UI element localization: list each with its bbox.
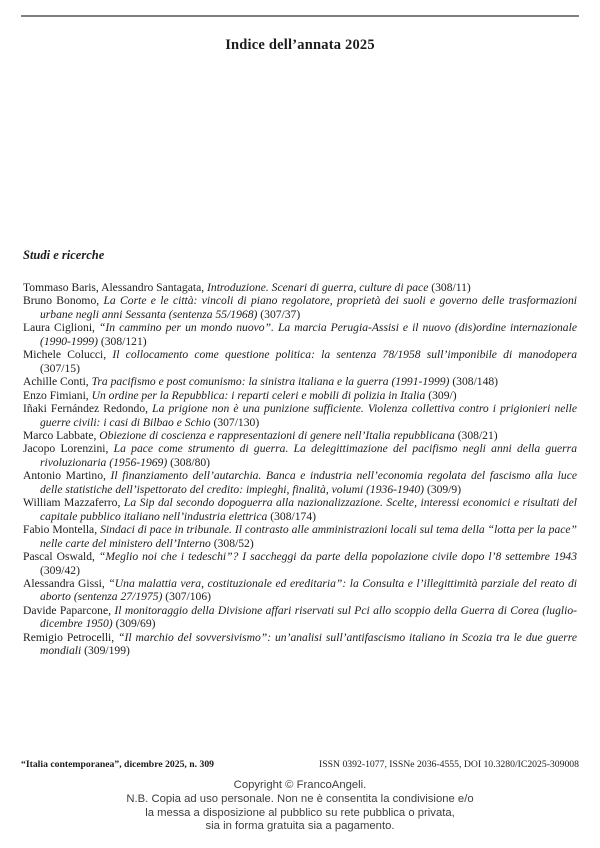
entry-title: “Una malattia vera, costituzionale ed ereditaria”: la Consulta e l’illegittimità parziale del reato di aborto (sentenza 27/1975) <box>40 576 577 604</box>
copyright-line: N.B. Copia ad uso personale. Non ne è consentita la condivisione e/o <box>126 792 474 805</box>
entry-authors: Alessandra Gissi, <box>23 576 105 590</box>
entry-title: “Meglio noi che i tedeschi”? I saccheggi da parte della popolazione civile dopo l’8 settembre 1943 <box>98 550 578 564</box>
entry-title: Sindaci di pace in tribunale. Il contrasto alle amministrazioni locali sul tema della “lotta per la pace” nelle carte del ministero dell’Interno <box>40 523 577 550</box>
copyright-notice <box>0 779 600 834</box>
entry-authors: Michele Colucci, <box>23 348 107 362</box>
copyright-line: Copyright © FrancoAngeli. <box>233 779 367 791</box>
entry-reference: (307/106) <box>165 590 212 604</box>
index-entry <box>23 631 577 658</box>
entry-title: La Sip dal secondo dopoguerra alla nazionalizzazione. Scelte, interessi economici e risultati del capitale pubblico italiano nell’industria elettrica <box>40 496 578 523</box>
index-entry <box>23 389 577 402</box>
section-heading: Studi e ricerche <box>23 248 105 262</box>
index-entry <box>23 281 577 294</box>
index-entry <box>23 294 577 321</box>
journal-name-issue: “Italia contemporanea”, dicembre 2025, n. 309 <box>21 759 215 770</box>
copyright-line: la messa a disposizione al pubblico su rete pubblica o privata, <box>145 806 455 819</box>
entry-title: Il monitoraggio della Divisione affari riservati sul Pci allo scoppio della Guerra di Corea (luglio-dicembre 1950) <box>40 603 577 631</box>
entry-authors: Pascal Oswald, <box>23 550 95 564</box>
entry-authors: Iñaki Fernández Redondo, <box>23 402 149 416</box>
entry-reference: (309/42) <box>40 563 80 577</box>
entry-authors: Achille Conti, <box>23 375 89 389</box>
entry-authors: Antonio Martino, <box>23 469 106 483</box>
entry-reference: (308/21) <box>457 428 498 442</box>
entry-reference: (309/199) <box>84 644 130 658</box>
index-entry <box>23 429 577 442</box>
entry-reference: (307/130) <box>213 415 260 429</box>
footer-journal-line <box>21 759 579 770</box>
entry-authors: Remigio Petrocelli, <box>23 630 115 644</box>
entry-authors: Davide Paparcone, <box>23 603 112 617</box>
entry-title: La pace come strumento di guerra. La delegittimazione del pacifismo negli anni della guerra rivoluzionaria (1956-1969) <box>40 442 577 469</box>
entry-reference: (309/) <box>428 388 457 402</box>
index-entry <box>23 496 577 523</box>
entry-title: “Il marchio del sovversivismo”: un’analisi sull’antifascismo italiano in Scozia tra le due guerre mondiali <box>40 630 577 658</box>
entry-authors: Laura Ciglioni, <box>23 321 95 335</box>
entry-reference: (308/11) <box>431 281 471 294</box>
issn-doi-text: ISSN 0392-1077, ISSNe 2036-4555, DOI 10.3280/IC2025-309008 <box>319 759 579 770</box>
entry-title: Obiezione di coscienza e rappresentazioni di genere nell’Italia repubblicana <box>99 428 455 442</box>
entry-title: La Corte e le città: vincoli di piano regolatore, proprietà dei suoli e governo delle trasformazioni urbane negli anni Sessanta (sentenza 55/1968) <box>40 294 577 321</box>
index-entry <box>23 375 577 388</box>
index-entry <box>23 577 577 604</box>
entry-reference: (309/69) <box>115 617 156 631</box>
index-entry <box>23 402 577 429</box>
copyright-line: sia in forma gratuita sia a pagamento. <box>205 820 395 833</box>
entry-reference: (308/148) <box>452 375 499 389</box>
entry-title: La prigione non è una punizione sufficiente. Violenza collettiva contro i prigionieri nelle guerre civili: i casi di Bilbao e Schio <box>40 402 577 429</box>
index-entry <box>23 442 577 469</box>
entry-authors: Jacopo Lorenzini, <box>23 442 109 456</box>
entry-authors: William Mazzaferro, <box>23 496 121 510</box>
entry-title: Introduzione. Scenari di guerra, culture di pace <box>207 281 429 294</box>
entry-reference: (308/80) <box>170 455 211 469</box>
entry-authors: Enzo Fimiani, <box>23 388 89 402</box>
entry-title: Tra pacifismo e post comunismo: la sinistra italiana e la guerra (1991-1999) <box>91 375 450 389</box>
entry-title: Il collocamento come questione politica: la sentenza 78/1958 sull’imponibile di manodopera <box>112 348 578 362</box>
index-entry <box>23 604 577 631</box>
entry-reference: (308/121) <box>100 334 147 348</box>
entry-authors: Fabio Montella, <box>23 523 98 537</box>
entry-authors: Tommaso Baris, Alessandro Santagata, <box>23 281 205 294</box>
index-entry <box>23 523 577 550</box>
index-entry <box>23 321 577 348</box>
entry-reference: (308/174) <box>270 509 316 523</box>
entry-authors: Bruno Bonomo, <box>23 294 100 308</box>
index-entry <box>23 469 577 496</box>
entry-reference: (307/15) <box>40 361 80 375</box>
entry-reference: (307/37) <box>260 307 301 321</box>
entry-title: “In cammino per un mondo nuovo”. La marcia Perugia-Assisi e il nuovo (dis)ordine internazionale (1990-1999) <box>40 321 577 348</box>
entry-authors: Marco Labbate, <box>23 428 97 442</box>
entry-title: Il finanziamento dell’autarchia. Banca e industria nell’economia regolata del fascismo alla luce delle statistiche dell’ispettorato del credito: impieghi, finalità, volumi (1936-1940) <box>40 469 577 496</box>
entry-title: Un ordine per la Repubblica: i reparti celeri e mobili di polizia in Italia <box>91 388 426 402</box>
entry-reference: (308/52) <box>213 536 254 550</box>
index-entry <box>23 348 577 375</box>
top-rule-divider <box>21 15 579 17</box>
page-title: Indice dell’annata 2025 <box>225 37 375 53</box>
index-entry-list <box>23 281 577 658</box>
entry-reference: (309/9) <box>426 482 462 496</box>
index-entry <box>23 550 577 577</box>
